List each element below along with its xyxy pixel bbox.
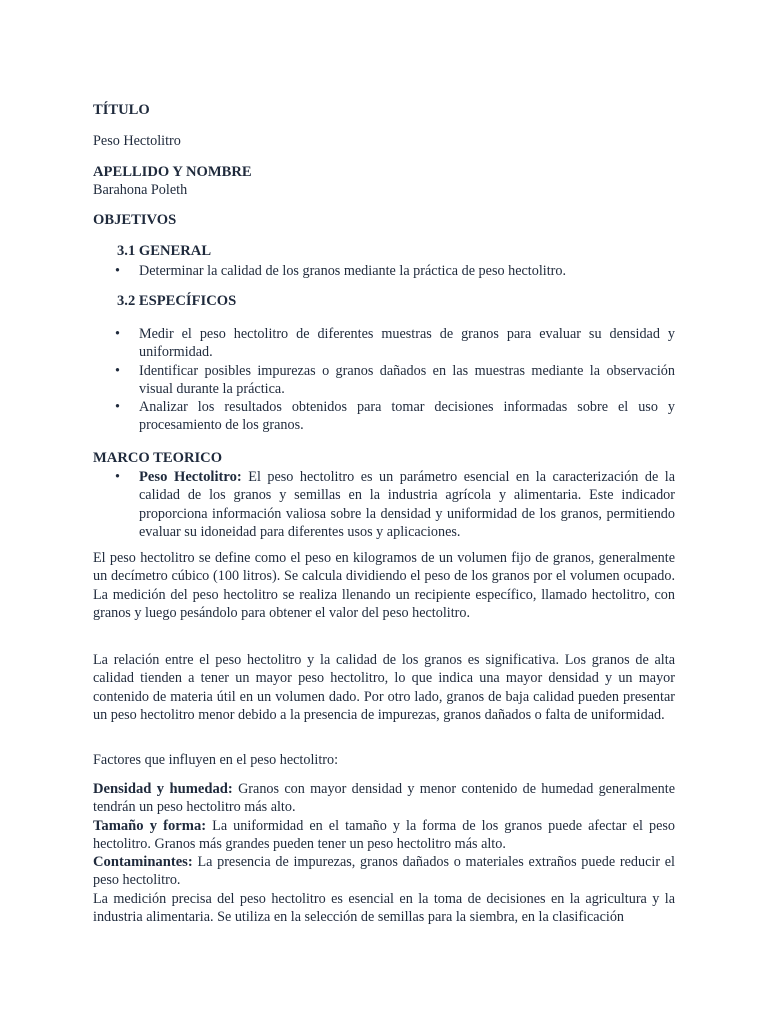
paragraph-relacion: La relación entre el peso hectolitro y la calidad de los granos es significativa. Los granos de alta calidad tienden a tener un mayor peso hectolitro, lo que indica una mayor densidad y un mayor contenido de materia útil en un volumen dado. Por otro lado, granos de baja calidad pueden presentar un peso hectolitro menor debido a la presencia de impurezas, granos dañados o falta de uniformidad. [93,652,675,723]
factor-tamano-text: La uniformidad en el tamaño y la forma de los granos puede afectar el peso hectolitro. Granos más grandes pueden tener un peso hectolitro más alto. [93,817,675,852]
peso-hectolitro-lead: Peso Hectolitro: [139,469,242,485]
especificos-heading: 3.2 ESPECÍFICOS [117,293,237,309]
factor-contaminantes [93,853,675,890]
factor-contaminantes-text: La presencia de impurezas, granos dañados o materiales extraños puede reducir el peso hectolitro. [93,854,675,889]
autor-text: Barahona Poleth [93,182,188,198]
factor-densidad-lead: Densidad y humedad: [93,781,233,797]
paragraph-definicion: El peso hectolitro se define como el peso en kilogramos de un volumen fijo de granos, generalmente un decímetro cúbico (100 litros). Se calcula dividiendo el peso de los granos por el volumen ocupado. La medición del peso hectolitro se realiza llenando un recipiente específico, llamado hectolitro, con granos y luego pesándolo para obtener el valor del peso hectolitro. [93,550,675,621]
list-item: • Determinar la calidad de los granos mediante la práctica de peso hectolitro. [93,262,675,280]
list-item: • Medir el peso hectolitro de diferentes muestras de granos para evaluar su densidad y uniformidad. [93,325,675,362]
marco-list [93,468,675,541]
titulo-heading: TÍTULO [93,102,150,118]
list-item [93,468,675,541]
autor-heading: APELLIDO Y NOMBRE [93,164,252,180]
factor-densidad-text: Granos con mayor densidad y menor contenido de humedad generalmente tendrán un peso hectolitro más alto. [93,781,676,816]
factor-tamano-lead: Tamaño y forma: [93,817,207,834]
paragraph-factores: Factores que influyen en el peso hectolitro: [93,752,339,768]
factor-tamano [93,817,675,854]
general-list [93,262,675,280]
peso-hectolitro-text: El peso hectolitro es un parámetro esencial en la caracterización de la calidad de los granos y semillas en la industria agrícola y alimentaria. Este indicador proporciona información valiosa sobre la densidad y uniformidad de los granos, permitiendo evaluar su idoneidad para diferentes usos y aplicaciones. [139,469,675,540]
titulo-text: Peso Hectolitro [93,133,181,149]
paragraph-medicion: La medición precisa del peso hectolitro es esencial en la toma de decisiones en la agricultura y la industria alimentaria. Se utiliza en la selección de semillas para la siembra, en la clasificación [93,890,675,926]
factor-contaminantes-lead: Contaminantes: [93,854,193,871]
general-heading: 3.1 GENERAL [117,243,212,259]
objetivos-heading: OBJETIVOS [93,212,177,228]
marco-heading: MARCO TEORICO [93,450,223,466]
factor-densidad [93,780,675,817]
especificos-list [93,325,675,435]
list-item: • Identificar posibles impurezas o granos dañados en las muestras mediante la observación visual durante la práctica. [93,362,675,399]
list-item: • Analizar los resultados obtenidos para tomar decisiones informadas sobre el uso y procesamiento de los granos. [93,398,675,435]
factores-block [93,780,675,926]
